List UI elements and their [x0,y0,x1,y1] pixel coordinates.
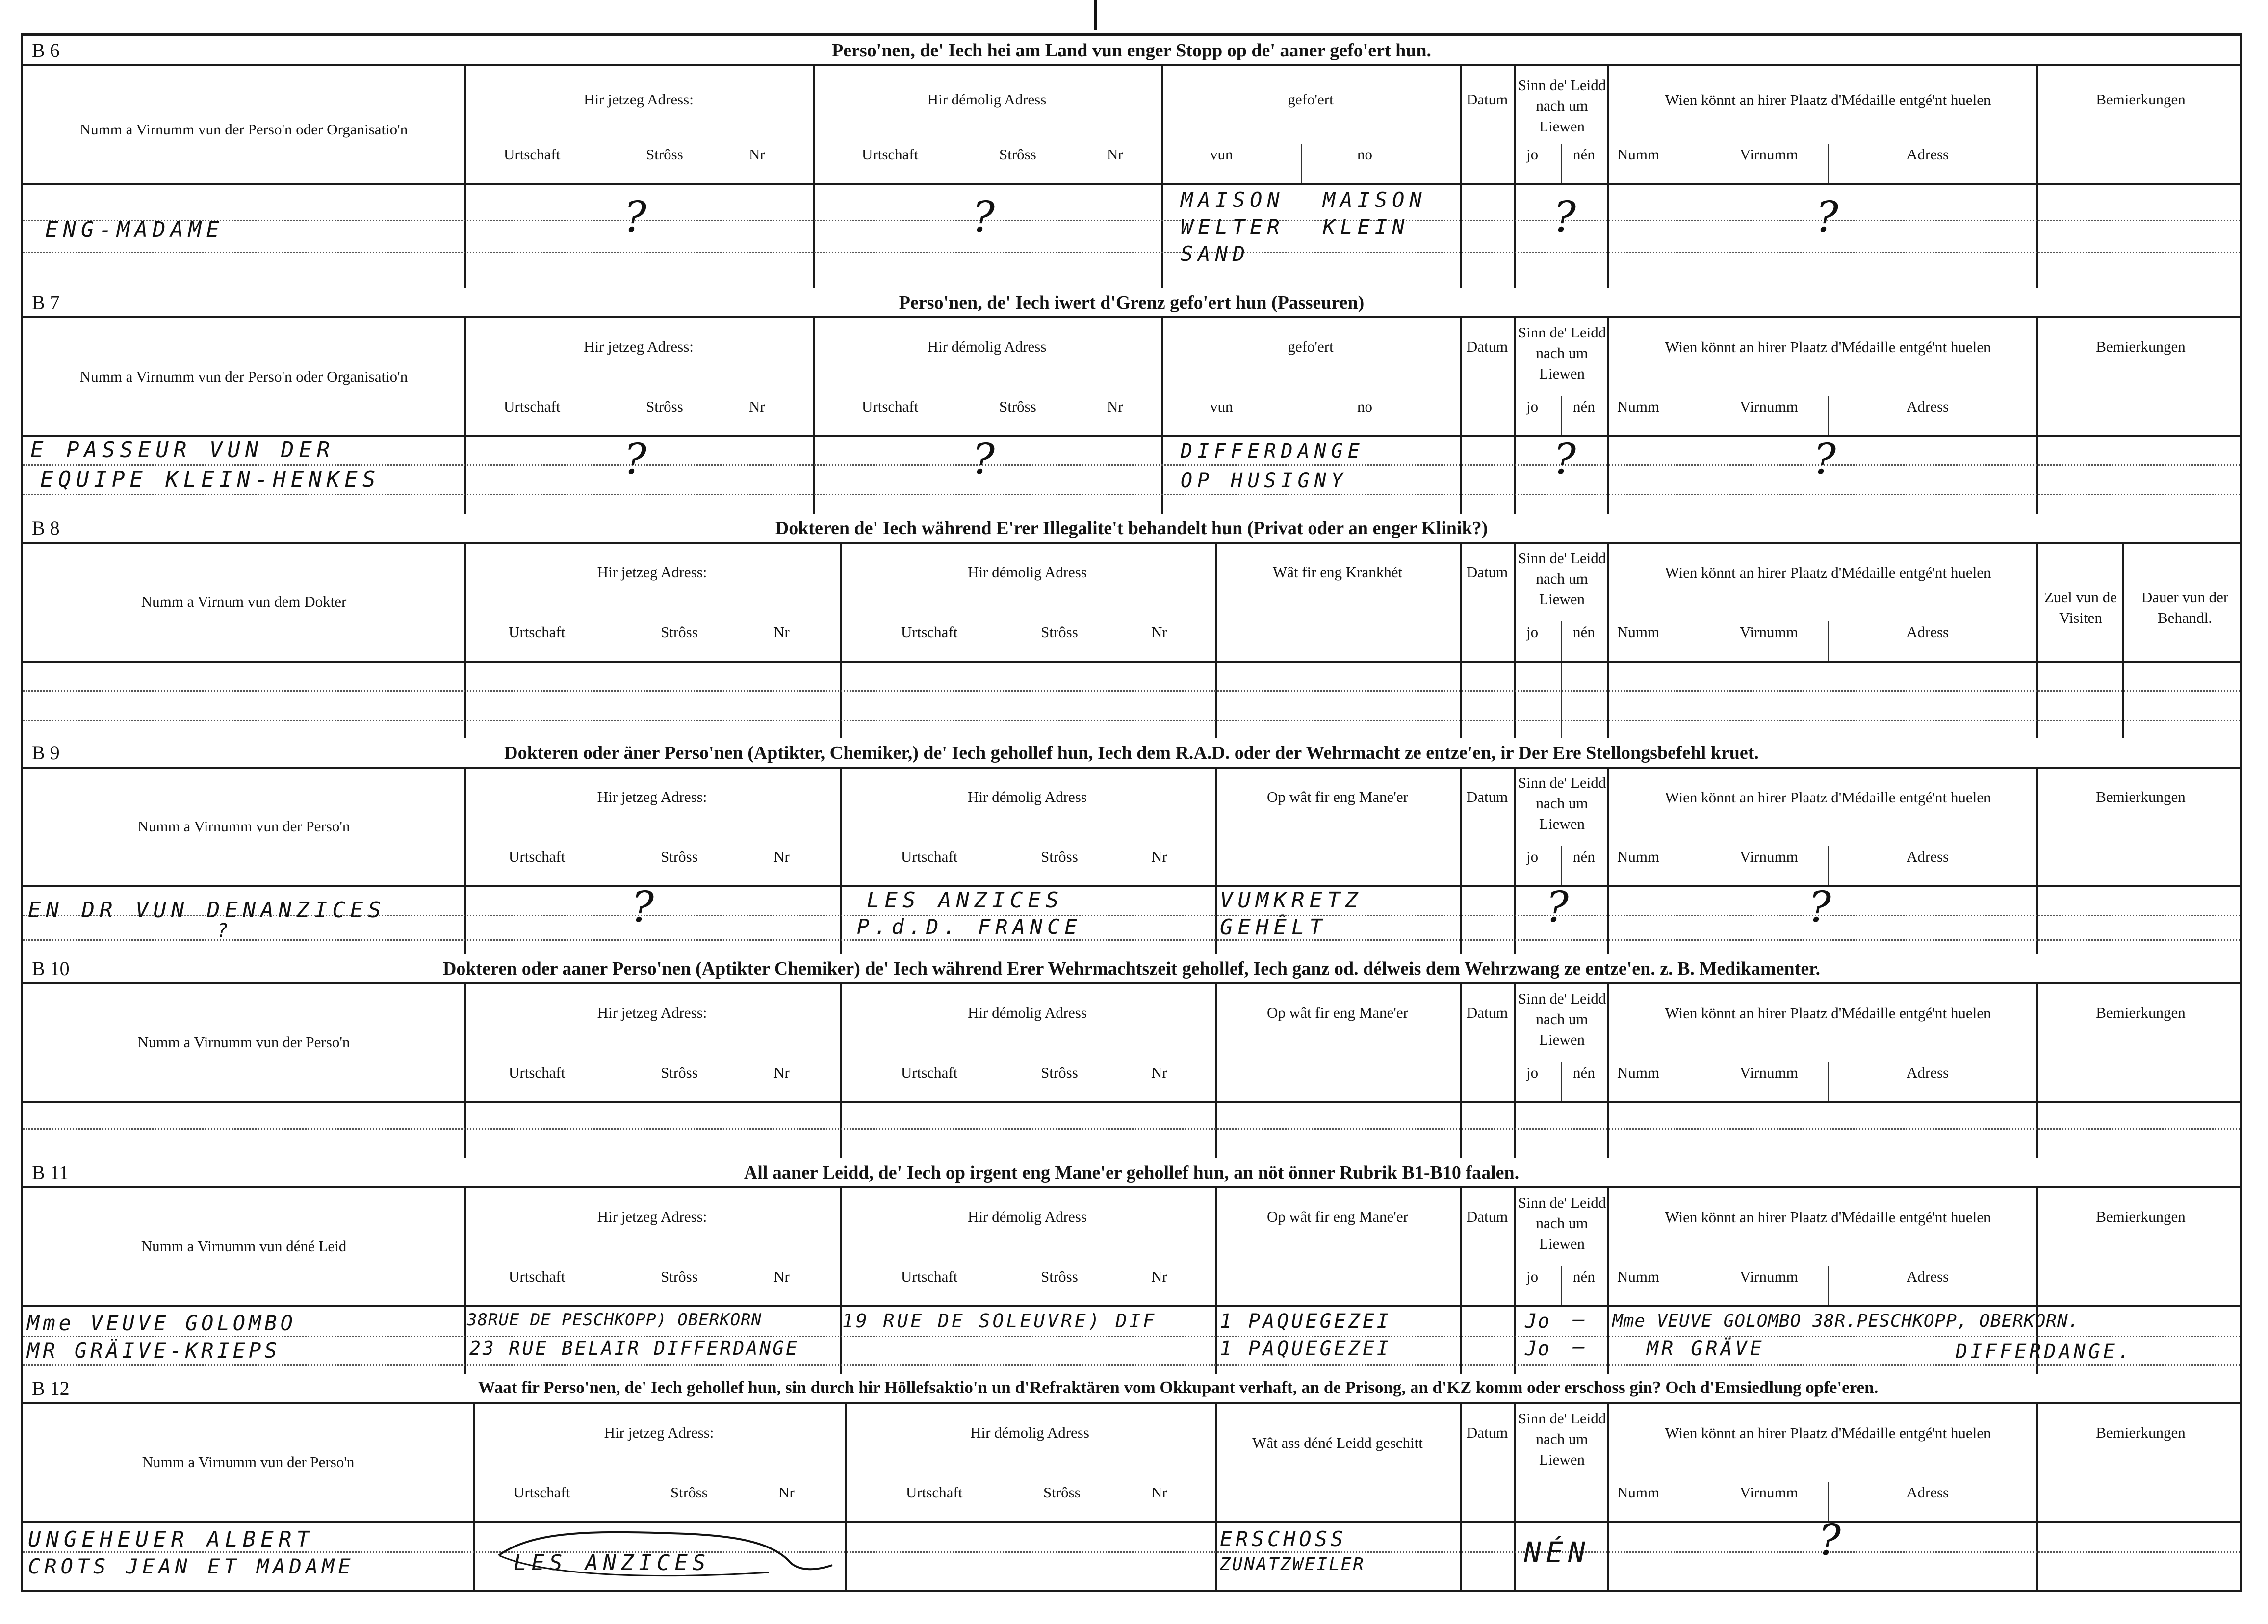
section-header [23,1374,2240,1404]
entry-yes: Jo [1525,1310,1551,1333]
section-code: B 8 [32,517,60,539]
col-yes: jo [1526,1064,1539,1081]
col-street: Strôss [661,1268,698,1285]
entry-medal: MR GRÄVE [1647,1338,1765,1360]
col-alive: Sinn de' Leidd nach um Liewen [1518,774,1606,832]
section-title: Perso'nen, de' Iech iwert d'Grenz gefo'ert hun (Passeuren) [899,292,1365,313]
col-former-address: Hir démolig Adress [970,1424,1089,1441]
entry-medal: ? [1816,193,1839,242]
col-surname: Numm [1617,1484,1660,1501]
col-alive: Sinn de' Leidd nach um Liewen [1518,324,1606,382]
entry-alive: ? [1546,883,1569,932]
section-code: B 9 [32,742,60,764]
col-town: Urtschaft [504,398,561,415]
col-guided: gefo'ert [1288,338,1334,355]
col-no: nén [1573,398,1595,415]
entry-medal: ? [1808,883,1831,932]
col-former-address: Hir démolig Adress [968,788,1087,805]
section-code: B 7 [32,291,60,313]
entry-name: EQUIPE KLEIN-HENKES [40,467,381,492]
col-nr: Nr [1151,848,1167,865]
col-alive: Sinn de' Leidd nach um Liewen [1518,1194,1606,1252]
section-b9 [23,738,2240,954]
col-address: Adress [1907,848,1949,865]
col-remarks: Bemierkungen [2096,1424,2186,1441]
col-remarks: Bemierkungen [2096,1208,2186,1225]
col-nr: Nr [749,146,765,163]
entry-name: EN DR VUN DENANZICES [28,898,386,923]
entry-name: E PASSEUR VUN DER [30,438,335,463]
col-nr: Nr [773,848,790,865]
col-address: Adress [1907,398,1949,415]
col-street: Strôss [1041,623,1078,641]
col-date: Datum [1466,338,1508,355]
col-town: Urtschaft [509,848,566,865]
col-street: Strôss [1043,1484,1081,1501]
section-b12 [23,1374,2240,1590]
entry-current: ? [624,193,647,242]
col-town: Urtschaft [862,146,919,163]
section-b7 [23,288,2240,514]
entry-current: LES ANZICES [514,1550,711,1575]
col-town: Urtschaft [509,1268,566,1285]
entry-name: MR GRÄIVE-KRIEPS [27,1339,281,1363]
col-no: nén [1573,1064,1595,1081]
col-firstname: Virnumm [1740,1064,1798,1081]
section-header [23,1158,2240,1188]
entry-medal: ? [1813,435,1836,484]
col-address: Adress [1907,623,1949,641]
col-nr: Nr [773,1268,790,1285]
section-code: B 6 [32,39,60,61]
col-remarks: Bemierkungen [2096,338,2186,355]
col-medal: Wien könnt an hirer Plaatz d'Médaille entgé'nt huelen [1665,1209,1991,1226]
entry-manner: GEHÊLT [1220,915,1327,940]
col-from: vun [1210,398,1233,415]
section-header [23,954,2240,984]
entry-name: Mme VEUVE GOLOMBO [27,1311,296,1335]
col-town: Urtschaft [514,1484,570,1501]
col-street: Strôss [1041,848,1078,865]
entry-alive: ? [1553,193,1576,242]
section-title: Dokteren oder aaner Perso'nen (Aptikter Chemiker) de' Iech während Erer Wehrmachtszeit gehollef, Iech ganz od. délweis dem Wehrzwang ze entze'en. z. B. Medikamenter. [442,958,1821,979]
col-guided: gefo'ert [1288,91,1334,108]
col-street: Strôss [661,1064,698,1081]
col-name: Numm a Virnumm vun der Perso'n oder Organisatio'n [79,121,408,138]
col-yes: jo [1526,1268,1539,1285]
entry-manner: VUMKRETZ [1220,888,1363,913]
col-town: Urtschaft [509,1064,566,1081]
col-street: Strôss [1041,1064,1078,1081]
entry-alive: ? [1553,435,1576,484]
entry-name: ENG-MADAME [45,217,224,242]
entry-former: LES ANZICES [867,888,1064,913]
col-alive: Sinn de' Leidd nach um Liewen [1518,549,1606,608]
entry-name: CROTS JEAN ET MADAME [28,1554,355,1578]
entry-current: 23 RUE BELAIR DIFFERDANGE [469,1338,799,1359]
col-former-address: Hir démolig Adress [927,91,1047,108]
col-former-address: Hir démolig Adress [968,1208,1087,1225]
entry-current: 38RUE DE PESCHKOPP) OBERKORN [467,1310,762,1330]
section-title: All aaner Leidd, de' Iech op irgent eng Mane'er gehollef hun, an nöt önner Rubrik B1-B10 faalen. [744,1162,1520,1183]
col-street: Strôss [646,146,683,163]
entry-name-query: ? [217,920,228,941]
col-street: Strôss [661,848,698,865]
col-manner: Op wât fir eng Mane'er [1267,788,1408,805]
col-duration: Dauer vun der Behandl. [2141,589,2229,626]
entry-former: P.d.D. FRANCE [857,915,1082,939]
section-b11 [23,1158,2240,1374]
col-manner: Op wât fir eng Mane'er [1267,1004,1408,1021]
entry-name: UNGEHEUER ALBERT [28,1527,314,1552]
col-former-address: Hir démolig Adress [968,564,1087,581]
col-address: Adress [1907,1484,1949,1501]
col-alive: Sinn de' Leidd nach um Liewen [1518,1410,1606,1468]
section-b10 [23,954,2240,1158]
col-current-address: Hir jetzeg Adress: [584,91,694,108]
col-nr: Nr [778,1484,795,1501]
col-remarks: Bemierkungen [2096,1004,2186,1021]
col-date: Datum [1466,1424,1508,1441]
col-nr: Nr [1151,623,1167,641]
col-address: Adress [1907,146,1949,163]
entry-suffered: ERSCHOSS [1220,1527,1347,1551]
col-yes: jo [1526,146,1539,163]
col-current-address: Hir jetzeg Adress: [604,1424,714,1441]
section-header [23,288,2240,318]
col-medal: Wien könnt an hirer Plaatz d'Médaille entgé'nt huelen [1665,564,1991,581]
entry-medal: ? [1818,1516,1841,1565]
col-firstname: Virnumm [1740,1484,1798,1501]
col-current-address: Hir jetzeg Adress: [584,338,694,355]
section-header [23,514,2240,544]
col-no: nén [1573,146,1595,163]
col-name: Numm a Virnumm vun der Perso'n [137,818,350,835]
col-current-address: Hir jetzeg Adress: [597,564,707,581]
entry-manner: 1 PAQUEGEZEI [1220,1338,1391,1360]
col-name: Numm a Virnumm vun der Perso'n [142,1453,355,1470]
col-surname: Numm [1617,623,1660,641]
col-no: nén [1573,623,1595,641]
col-yes: jo [1526,848,1539,865]
col-firstname: Virnumm [1740,398,1798,415]
col-town: Urtschaft [901,623,958,641]
section-title: Dokteren oder äner Perso'nen (Aptikter, Chemiker,) de' Iech gehollef hun, Iech dem R.A.D. oder der Wehrmacht ze entze'en, ir Der Ere Stellongsbefehl kruet. [504,743,1759,763]
section-header [23,36,2240,66]
col-firstname: Virnumm [1740,848,1798,865]
col-firstname: Virnumm [1740,1268,1798,1285]
col-date: Datum [1466,91,1508,108]
col-nr: Nr [773,623,790,641]
col-remarks: Bemierkungen [2096,91,2186,108]
col-surname: Numm [1617,848,1660,865]
col-yes: jo [1526,623,1539,641]
entry-from: DIFFERDANGE [1181,440,1365,463]
col-former-address: Hir démolig Adress [927,338,1047,355]
section-title: Dokteren de' Iech während E'rer Illegalite't behandelt hun (Privat oder an enger Klinik?) [775,518,1488,539]
section-code: B 10 [32,957,70,980]
col-town: Urtschaft [906,1484,963,1501]
col-name: Numm a Virnumm vun der Perso'n oder Organisatio'n [79,368,408,385]
entry-former: ? [972,193,995,242]
entry-former: ? [972,435,995,484]
section-code: B 11 [32,1161,69,1184]
col-firstname: Virnumm [1740,623,1798,641]
col-nr: Nr [1107,398,1123,415]
col-medal: Wien könnt an hirer Plaatz d'Médaille entgé'nt huelen [1665,1424,1991,1442]
col-street: Strôss [999,146,1036,163]
col-street: Strôss [999,398,1036,415]
col-yes: jo [1526,398,1539,415]
section-b8 [23,514,2240,738]
entry-current: ? [624,435,647,484]
entry-from: WELTER [1181,215,1285,239]
col-street: Strôss [646,398,683,415]
entry-former: 19 RUE DE SOLEUVRE) DIF [842,1310,1157,1332]
col-nr: Nr [1107,146,1123,163]
col-medal: Wien könnt an hirer Plaatz d'Médaille entgé'nt huelen [1665,1005,1991,1022]
col-surname: Numm [1617,1268,1660,1285]
col-town: Urtschaft [901,1268,958,1285]
col-current-address: Hir jetzeg Adress: [597,1004,707,1021]
col-manner: Op wât fir eng Mane'er [1267,1208,1408,1225]
entry-no: — [1573,1336,1585,1358]
col-town: Urtschaft [901,1064,958,1081]
col-date: Datum [1466,564,1508,581]
entry-manner: 1 PAQUEGEZEI [1220,1310,1391,1333]
col-street: Strôss [1041,1268,1078,1285]
col-visits: Zuel vun de Visiten [2044,589,2117,626]
col-name: Numm a Virnum vun dem Dokter [141,593,347,610]
col-date: Datum [1466,1208,1508,1225]
col-medal: Wien könnt an hirer Plaatz d'Médaille entgé'nt huelen [1665,338,1991,356]
page-top-mark [1094,0,1102,30]
col-street: Strôss [661,623,698,641]
col-name: Numm a Virnumm vun der Perso'n [137,1033,350,1051]
entry-medal: Mme VEUVE GOLOMBO 38R.PESCHKOPP, OBERKORN. [1612,1311,2080,1331]
col-medal: Wien könnt an hirer Plaatz d'Médaille entgé'nt huelen [1665,789,1991,806]
col-illness: Wât fir eng Krankhét [1272,564,1403,581]
col-town: Urtschaft [504,146,561,163]
section-header [23,738,2240,769]
entry-current: ? [631,883,654,932]
col-nr: Nr [773,1064,790,1081]
entry-from: OP HUSIGNY [1181,469,1348,492]
col-date: Datum [1466,788,1508,805]
col-alive: Sinn de' Leidd nach um Liewen [1518,77,1606,135]
col-suffered: Wât ass déné Leidd geschitt [1252,1434,1423,1451]
col-town: Urtschaft [509,623,566,641]
col-town: Urtschaft [901,848,958,865]
col-former-address: Hir démolig Adress [968,1004,1087,1021]
col-current-address: Hir jetzeg Adress: [597,788,707,805]
col-surname: Numm [1617,1064,1660,1081]
entry-medal: DIFFERDANGE. [1956,1340,2133,1363]
col-address: Adress [1907,1064,1949,1081]
col-firstname: Virnumm [1740,146,1798,163]
section-code: B 12 [32,1377,70,1399]
col-date: Datum [1466,1004,1508,1021]
entry-to: MAISON [1323,188,1427,212]
entry-to: KLEIN [1323,215,1410,239]
col-to: no [1357,146,1372,163]
col-current-address: Hir jetzeg Adress: [597,1208,707,1225]
col-surname: Numm [1617,398,1660,415]
col-nr: Nr [1151,1484,1167,1501]
entry-yes: Jo [1525,1338,1551,1360]
col-to: no [1357,398,1372,415]
col-name: Numm a Virnumm vun déné Leid [141,1237,347,1255]
col-address: Adress [1907,1268,1949,1285]
col-nr: Nr [1151,1268,1167,1285]
section-title: Perso'nen, de' Iech hei am Land vun enger Stopp op de' aaner gefo'ert hun. [831,40,1432,61]
section-b6 [23,36,2240,288]
col-town: Urtschaft [862,398,919,415]
entry-from: MAISON [1181,188,1285,212]
col-street: Strôss [670,1484,708,1501]
entry-alive: NÉN [1524,1536,1590,1569]
questionnaire-form [21,33,2242,1592]
col-no: nén [1573,848,1595,865]
col-from: vun [1210,146,1233,163]
col-nr: Nr [749,398,765,415]
col-surname: Numm [1617,146,1660,163]
col-remarks: Bemierkungen [2096,788,2186,805]
col-medal: Wien könnt an hirer Plaatz d'Médaille entgé'nt huelen [1665,91,1991,108]
section-title: Waat fir Perso'nen, de' Iech gehollef hun, sin durch hir Höllefsaktio'n un d'Refraktären vom Okkupant verhaft, an de Prisong, an d'KZ komm oder erschoss gin? Och d'Emsiedlung opfe'eren. [478,1378,1879,1397]
entry-suffered: ZUNATZWEILER [1220,1554,1366,1574]
col-no: nén [1573,1268,1595,1285]
entry-from: SAND [1181,242,1250,266]
entry-no: — [1573,1308,1585,1331]
col-alive: Sinn de' Leidd nach um Liewen [1518,990,1606,1048]
col-nr: Nr [1151,1064,1167,1081]
